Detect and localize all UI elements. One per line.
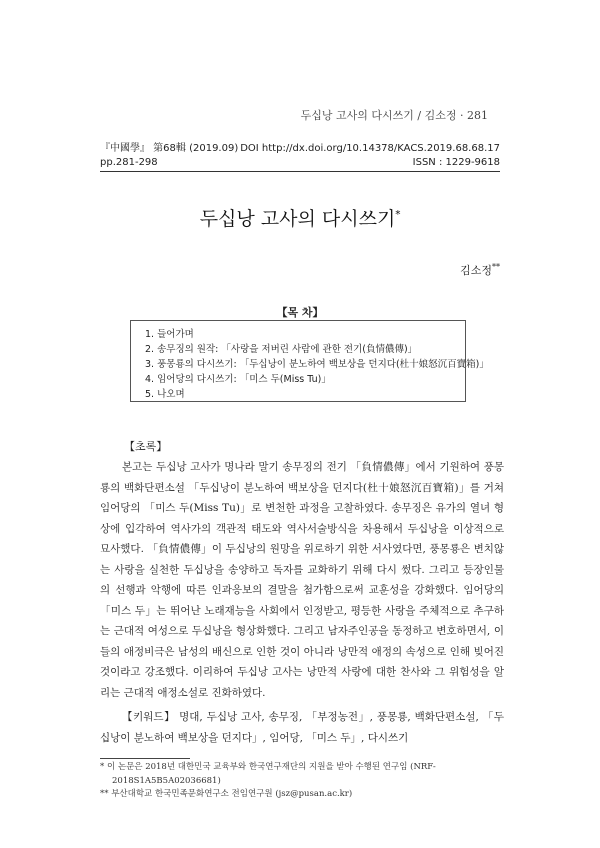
issn: ISSN : 1229-9618 — [412, 157, 500, 168]
author-footnote-mark: ** — [492, 262, 500, 272]
journal-citation: 『中國學』 第68輯 (2019.09) — [100, 143, 239, 154]
footnote: ** 부산대학교 한국민족문화연구소 전임연구원 (jsz@pusan.ac.kr) — [100, 789, 353, 799]
author — [460, 262, 500, 278]
keywords-label: 【키워드】 — [122, 711, 176, 723]
toc-item: 2. 송무징의 원작: 「사랑을 저버린 사람에 관한 전기(負情儂傳)」 — [145, 344, 418, 355]
toc-item: 4. 임어당의 다시쓰기: 「미스 두(Miss Tu)」 — [145, 374, 331, 385]
keywords-text: 명대, 두십낭 고사, 송무징, 「부정농전」, 풍몽룡, 백화단편소설, 「두십낭이 분노하여 백보상을 던지다」, 임어당, 「미스 두」, 다시쓰기 — [100, 711, 504, 744]
doi-link[interactable]: DOI http://dx.doi.org/10.14378/KACS.2019.68.68.17 — [240, 143, 500, 154]
footnote: * 이 논문은 2018년 대한민국 교육부와 한국연구재단의 지원을 받아 수행된 연구임 (NRF-2018S1A5B5A02036681) — [100, 762, 436, 786]
table-of-contents — [130, 320, 489, 402]
keywords — [100, 707, 504, 748]
running-header: 두십낭 고사의 다시쓰기 / 김소정 · 281 — [300, 109, 488, 122]
author-name: 김소정 — [460, 264, 492, 277]
abstract-body: 본고는 두십낭 고사가 명나라 말기 송무징의 전기 「負情儂傳」에서 기원하여 풍몽룡의 백화단편소설 「두십낭이 분노하여 백보상을 던지다(杜十娘怒沉百寶箱)」를 거쳐 임어당의 「미스 두(Miss Tu)」로 변천한 과정을 고찰하였다. 송무징은 유가의 열녀 형상에 입각하여 역사가의 객관적 태도와 역사서술방식을 차용해서 두십낭을 이상적으로 묘사했다. 「負情儂傳」이 두십낭의 원망을 위로하기 위한 서사였다면, 풍몽룡은 변치않는 사랑을 실천한 두십낭을 송양하고 독자를 교화하기 위해 다시 썼다. 그리고 등장인물의 선행과 악행에 따른 인과응보의 결말을 첨가함으로써 교훈성을 강화했다. 임어당의 「미스 두」는 뛰어난 노래재능을 사회에서 인정받고, 평등한 사랑을 주체적으로 추구하는 근대적 여성으로 두십낭을 형상화했다. 그리고 남자주인공을 동정하고 변호하면서, 이들의 애정비극은 남성의 배신으로 인한 것이 아니라 낭만적 애정의 속성으로 인해 빚어진 것이라고 강조했다. 이리하여 두십낭 고사는 낭만적 사랑에 대한 찬사와 그 위험성을 알리는 근대적 애정소설로 진화하였다. — [100, 461, 504, 699]
toc-heading: 【목 차】 — [276, 306, 324, 319]
abstract-heading: 【초록】 — [124, 440, 168, 453]
footnote-divider — [100, 758, 190, 759]
toc-item: 1. 들어가며 — [145, 329, 194, 340]
toc-item: 5. 나오며 — [145, 389, 185, 400]
header-divider — [100, 171, 500, 172]
paper-title-text: 두십낭 고사의 다시쓰기 — [199, 208, 396, 230]
page-range: pp.281-298 — [100, 157, 158, 168]
paper-title — [0, 204, 600, 231]
title-footnote-mark: * — [395, 209, 401, 221]
toc-item: 3. 풍몽룡의 다시쓰기: 「두십낭이 분노하여 백보상을 던지다(杜十娘怒沉百寶箱)」 — [145, 359, 489, 370]
journal-info — [100, 142, 500, 172]
footnotes — [100, 761, 510, 802]
